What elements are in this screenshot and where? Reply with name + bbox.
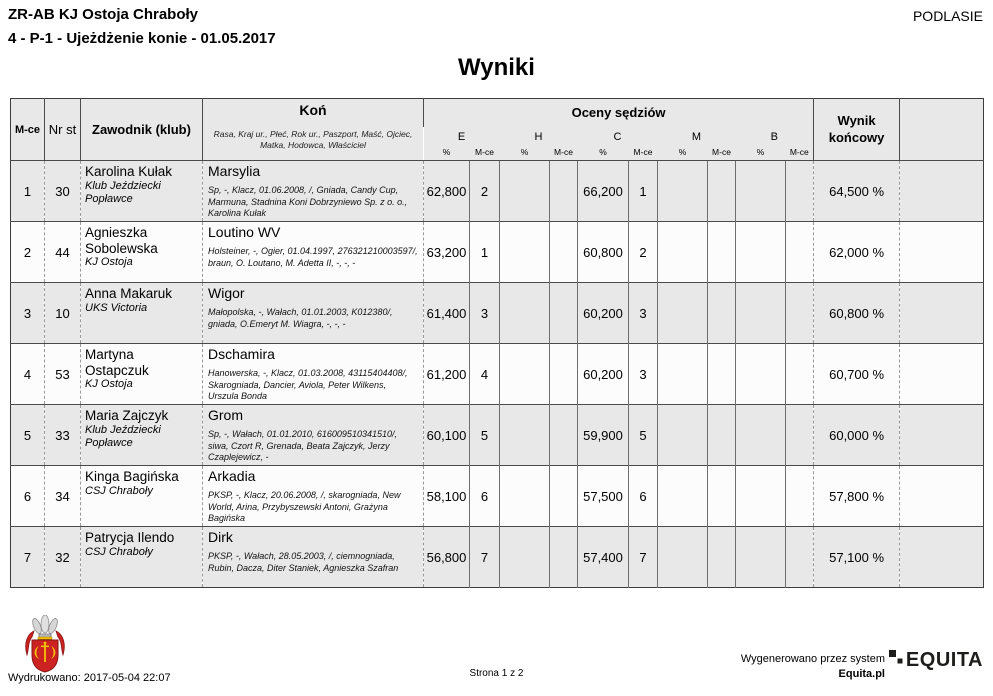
equita-logo-text: EQUITA <box>905 649 983 671</box>
score-c-pct: 60,200 <box>578 283 629 344</box>
rider-name: Karolina Kułak <box>85 164 173 179</box>
rider-club: Klub Jeździecki Popławce <box>85 179 161 205</box>
score-e-pct: 61,400 <box>424 283 470 344</box>
cell-place: 7 <box>11 527 45 588</box>
rider-name: Patrycja Ilendo <box>85 530 175 545</box>
header-judge-m: M <box>658 127 736 147</box>
score-m-pct <box>658 344 708 405</box>
score-e-place: 2 <box>470 161 500 222</box>
header-h-pct: % <box>500 147 550 161</box>
score-c-pct: 60,200 <box>578 344 629 405</box>
table-row <box>11 405 984 466</box>
table-header <box>11 99 984 161</box>
score-c-pct: 66,200 <box>578 161 629 222</box>
score-e-place: 1 <box>470 222 500 283</box>
header-final-score: Wynik końcowy <box>814 99 900 161</box>
printed-timestamp: Wydrukowano: 2017-05-04 22:07 <box>8 672 171 684</box>
final-score: 62,000 % <box>814 222 900 283</box>
score-b-pct <box>736 283 786 344</box>
score-c-place: 7 <box>629 527 658 588</box>
cell-start-number: 10 <box>45 283 81 344</box>
header-judge-b: B <box>736 127 814 147</box>
score-b-pct <box>736 405 786 466</box>
rider-club: UKS Victoria <box>85 301 148 314</box>
empty-cell <box>900 405 984 466</box>
score-c-place: 2 <box>629 222 658 283</box>
cell-rider <box>81 222 203 283</box>
score-h-pct <box>500 527 550 588</box>
header-e-mce: M-ce <box>470 147 500 161</box>
score-e-pct: 60,100 <box>424 405 470 466</box>
final-score: 60,800 % <box>814 283 900 344</box>
score-b-pct <box>736 466 786 527</box>
header-m-mce: M-ce <box>708 147 736 161</box>
score-e-place: 4 <box>470 344 500 405</box>
score-m-place <box>708 161 736 222</box>
rider-club: KJ Ostoja <box>85 378 133 391</box>
score-m-pct <box>658 466 708 527</box>
page-number: Strona 1 z 2 <box>469 668 524 679</box>
score-h-place <box>550 283 578 344</box>
document-title-competition: 4 - P-1 - Ujeżdżenie konie - 01.05.2017 <box>8 30 276 47</box>
table-row <box>11 161 984 222</box>
score-m-place <box>708 527 736 588</box>
header-h-mce: M-ce <box>550 147 578 161</box>
results-table <box>10 98 984 588</box>
score-e-place: 3 <box>470 283 500 344</box>
score-c-pct: 57,500 <box>578 466 629 527</box>
horse-details: Hanowerska, -, Klacz, 01.03.2008, 43115404408/, Skarogniada, Dancier, Aviola, Peter Wilkens, Urszula Bonda <box>208 368 408 402</box>
cell-place: 5 <box>11 405 45 466</box>
score-m-pct <box>658 527 708 588</box>
final-score: 64,500 % <box>814 161 900 222</box>
score-m-pct <box>658 222 708 283</box>
score-e-place: 5 <box>470 405 500 466</box>
header-m-pct: % <box>658 147 708 161</box>
cell-horse <box>203 283 424 344</box>
score-m-place <box>708 222 736 283</box>
score-h-pct <box>500 222 550 283</box>
equita-logo-icon <box>889 650 903 664</box>
header-judge-h: H <box>500 127 578 147</box>
cell-horse <box>203 405 424 466</box>
cell-horse <box>203 527 424 588</box>
cell-start-number: 44 <box>45 222 81 283</box>
empty-cell <box>900 466 984 527</box>
cell-place: 6 <box>11 466 45 527</box>
cell-horse <box>203 161 424 222</box>
score-b-place <box>786 466 814 527</box>
score-e-place: 6 <box>470 466 500 527</box>
header-place: M-ce <box>11 99 45 161</box>
score-h-place <box>550 527 578 588</box>
rider-club: CSJ Chraboły <box>85 545 153 558</box>
score-h-pct <box>500 283 550 344</box>
score-e-pct: 56,800 <box>424 527 470 588</box>
system-name: Equita.pl <box>838 667 885 680</box>
header-horse <box>203 99 424 161</box>
score-e-place: 7 <box>470 527 500 588</box>
cell-place: 4 <box>11 344 45 405</box>
score-b-pct <box>736 161 786 222</box>
generated-by-block <box>741 652 885 682</box>
cell-horse <box>203 466 424 527</box>
header-horse-subtitle: Rasa, Kraj ur., Płeć, Rok ur., Paszport, Maść, Ojciec, Matka, Hodowca, Właściciel <box>213 129 413 150</box>
horse-details: PKSP, -, Wałach, 28.05.2003, /, ciemnogniada, Rubin, Dacza, Diter Staniek, Agnieszka Szafran <box>208 551 399 573</box>
horse-name: Dschamira <box>208 346 275 362</box>
table-row <box>11 283 984 344</box>
horse-details: PKSP, -, Klacz, 20.06.2008, /, skarogniada, New World, Arina, Przybyszewski Antoni, Grażyna Bagińska <box>208 490 401 524</box>
score-h-pct <box>500 405 550 466</box>
cell-horse <box>203 222 424 283</box>
horse-name: Arkadia <box>208 468 256 484</box>
header-b-mce: M-ce <box>786 147 814 161</box>
score-c-place: 1 <box>629 161 658 222</box>
cell-start-number: 34 <box>45 466 81 527</box>
score-e-pct: 58,100 <box>424 466 470 527</box>
final-score: 57,800 % <box>814 466 900 527</box>
header-c-pct: % <box>578 147 629 161</box>
cell-place: 1 <box>11 161 45 222</box>
cell-place: 3 <box>11 283 45 344</box>
header-judge-c: C <box>578 127 658 147</box>
final-score: 60,700 % <box>814 344 900 405</box>
score-h-place <box>550 222 578 283</box>
header-c-mce: M-ce <box>629 147 658 161</box>
score-b-pct <box>736 527 786 588</box>
table-row <box>11 344 984 405</box>
header-b-pct: % <box>736 147 786 161</box>
score-b-place <box>786 283 814 344</box>
empty-cell <box>900 283 984 344</box>
score-e-pct: 62,800 <box>424 161 470 222</box>
header-horse-title: Koń <box>299 102 327 118</box>
score-b-place <box>786 344 814 405</box>
score-c-place: 3 <box>629 283 658 344</box>
rider-name: Martyna Ostapczuk <box>85 347 149 378</box>
rider-name: Kinga Bagińska <box>85 469 179 484</box>
horse-details: Sp, -, Wałach, 01.01.2010, 616009510341510/, siwa, Czort R, Grenada, Beata Zajczyk, Jerzy Czaplejewicz, - <box>208 429 397 463</box>
header-empty-column <box>900 99 984 161</box>
horse-name: Loutino WV <box>208 224 281 240</box>
table-row <box>11 527 984 588</box>
rider-name: Maria Zajczyk <box>85 408 169 423</box>
score-h-place <box>550 466 578 527</box>
score-e-pct: 61,200 <box>424 344 470 405</box>
score-h-place <box>550 405 578 466</box>
horse-details: Małopolska, -, Wałach, 01.01.2003, K012380/, gniada, O.Emeryt M. Wiagra, -, -, - <box>208 307 393 329</box>
cell-rider <box>81 283 203 344</box>
score-c-pct: 60,800 <box>578 222 629 283</box>
score-b-place <box>786 527 814 588</box>
cell-start-number: 53 <box>45 344 81 405</box>
document-title-club: ZR-AB KJ Ostoja Chraboły <box>8 6 199 23</box>
score-c-place: 3 <box>629 344 658 405</box>
empty-cell <box>900 161 984 222</box>
header-judge-e: E <box>424 127 500 147</box>
empty-cell <box>900 344 984 405</box>
cell-rider <box>81 466 203 527</box>
header-e-pct: % <box>424 147 470 161</box>
horse-name: Grom <box>208 407 243 423</box>
rider-name: Agnieszka Sobolewska <box>85 225 158 256</box>
score-b-place <box>786 222 814 283</box>
score-c-pct: 59,900 <box>578 405 629 466</box>
score-c-place: 6 <box>629 466 658 527</box>
score-e-pct: 63,200 <box>424 222 470 283</box>
score-h-pct <box>500 466 550 527</box>
score-b-place <box>786 161 814 222</box>
rider-club: Klub Jeździecki Popławce <box>85 423 161 449</box>
empty-cell <box>900 527 984 588</box>
header-rider: Zawodnik (klub) <box>81 99 203 161</box>
cell-horse <box>203 344 424 405</box>
score-m-place <box>708 283 736 344</box>
score-c-place: 5 <box>629 405 658 466</box>
cell-rider <box>81 161 203 222</box>
region-label: PODLASIE <box>912 8 983 24</box>
horse-name: Marsylia <box>208 163 261 179</box>
score-c-pct: 57,400 <box>578 527 629 588</box>
cell-start-number: 30 <box>45 161 81 222</box>
score-h-place <box>550 161 578 222</box>
header-judges-group: Oceny sędziów <box>424 99 814 127</box>
header-start-number: Nr st <box>45 99 81 161</box>
score-m-pct <box>658 405 708 466</box>
score-h-place <box>550 344 578 405</box>
score-m-place <box>708 344 736 405</box>
score-h-pct <box>500 161 550 222</box>
cell-rider <box>81 527 203 588</box>
score-m-pct <box>658 161 708 222</box>
cell-place: 2 <box>11 222 45 283</box>
rider-club: KJ Ostoja <box>85 256 133 269</box>
score-b-place <box>786 405 814 466</box>
score-m-place <box>708 405 736 466</box>
rider-name: Anna Makaruk <box>85 286 173 301</box>
generated-by-text: Wygenerowano przez system <box>740 653 885 665</box>
horse-name: Dirk <box>208 529 233 545</box>
horse-details: Sp, -, Klacz, 01.06.2008, /, Gniada, Candy Cup, Marmuna, Stadnina Koni Dobrzyniewo Sp. z o. o., Karolina Kułak <box>208 185 408 219</box>
horse-name: Wigor <box>208 285 245 301</box>
rider-club: CSJ Chraboły <box>85 484 153 497</box>
table-row <box>11 466 984 527</box>
score-b-pct <box>736 222 786 283</box>
empty-cell <box>900 222 984 283</box>
score-h-pct <box>500 344 550 405</box>
cell-rider <box>81 344 203 405</box>
cell-start-number: 32 <box>45 527 81 588</box>
cell-start-number: 33 <box>45 405 81 466</box>
final-score: 57,100 % <box>814 527 900 588</box>
score-b-pct <box>736 344 786 405</box>
horse-details: Holsteiner, -, Ogier, 01.04.1997, 276321210003597/, braun, O. Loutano, M. Adetta II, -, -, - <box>208 246 418 268</box>
cell-rider <box>81 405 203 466</box>
equita-logo <box>889 650 983 670</box>
page-title: Wyniki <box>458 54 535 81</box>
final-score: 60,000 % <box>814 405 900 466</box>
score-m-place <box>708 466 736 527</box>
table-row <box>11 222 984 283</box>
score-m-pct <box>658 283 708 344</box>
